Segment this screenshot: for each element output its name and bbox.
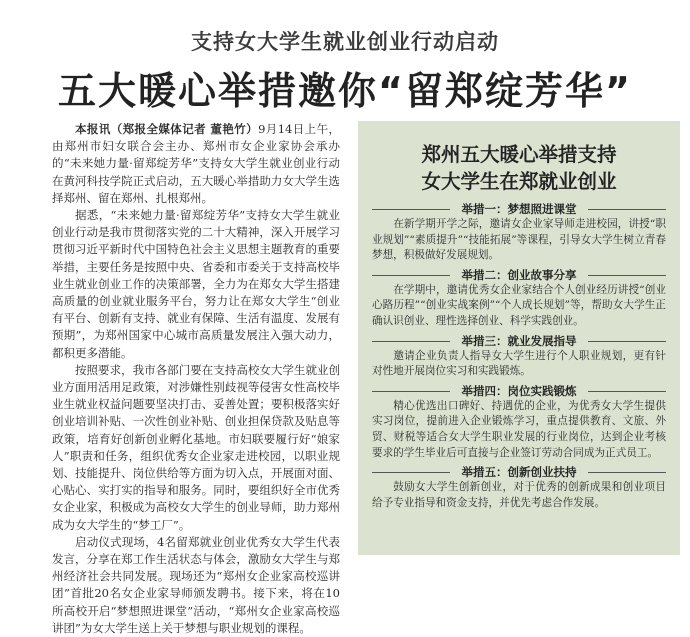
measure-heading: 举措一：梦想照进课堂 — [372, 201, 666, 217]
lead-paragraph — [52, 121, 340, 207]
measure-item — [372, 464, 666, 511]
measure-heading: 举措五：创新创业扶持 — [372, 464, 666, 480]
sidebar-title-line-1: 郑州五大暖心举措支持 — [421, 143, 617, 166]
measures-list — [372, 201, 666, 514]
paragraph-2: 据悉，“未来她力量·留郑绽芳华”支持女大学生就业创业行动是我市贯彻落实党的二十大精神，深入开展学习贯彻习近平新时代中国特色社会主义思想主题教育的重要举措，主要任务是按照中央、省委和市委关于支持高校毕业生就业创业工作的决策部署，全力为在郑女大学生搭建高质量的创业就业服务平台，努力让在郑女大学生“创业有平台、创新有支持、就业有保障、生活有温度、发展有预期”，为郑州国家中心城市高质量发展注入强大动力，都积更多潜能。 — [52, 208, 340, 360]
lead-byline: （郑报全媒体记者 董艳竹） — [110, 122, 259, 136]
paragraph-3: 按照要求，我市各部门要在支持高校女大学生就业创业方面用活用足政策，对涉嫌性别歧视等侵害女性高校毕业生就业权益问题要坚决打击、妥善处置；要积极落实好创业培训补贴、一次性创业补贴、创业担保贷款及贴息等政策，培育好创新创业孵化基地。市妇联要履行好“娘家人”职责和任务，组织优秀女企业家走进校园，以职业规划、技能提升、岗位供给等方面为切入点，开展面对面、心贴心、实打实的指导和服务。同时，要组织好全市优秀女企业家，积极成为高校女大学生的创业导师，助力郑州成为女大学生的“梦工厂”。 — [52, 362, 340, 532]
measure-heading: 举措三：就业发展指导 — [372, 333, 666, 349]
measure-body: 邀请企业负责人指导女大学生进行个人职业规划，更有针对性地开展岗位实习和实践锻炼。 — [372, 349, 666, 378]
subhead: 支持女大学生就业创业行动启动 — [191, 30, 499, 54]
sidebar-title-line-2: 女大学生在郑就业创业 — [421, 170, 617, 193]
sidebar-box — [358, 121, 680, 555]
sidebar-title — [358, 141, 680, 195]
measure-heading: 举措四：岗位实践锻炼 — [372, 383, 666, 399]
measure-item — [372, 383, 666, 461]
lead-label: 本报讯 — [75, 122, 111, 136]
measure-item — [372, 201, 666, 264]
measure-body: 在学期中，邀请优秀女企业家结合个人创业经历讲授“创业心路历程”“创业实战案例”“个人成长规划”等，帮助女大学生正确认识创业、理性选择创业、科学实践创业。 — [372, 283, 666, 327]
measure-item — [372, 267, 666, 330]
measure-item — [372, 333, 666, 380]
measure-body: 精心优选出口碑好、持遇优的企业，为优秀女大学生提供实习岗位，提前进入企业锻炼学习，重点提供教育、文旅、外贸、财税等适合女大学生职业发展的行业岗位，达到企业考核要求的学生毕业后可直接与企业签订劳动合同成为正式员工。 — [372, 399, 666, 459]
headline: 五大暖心举措邀你“留郑绽芳华” — [58, 69, 632, 113]
measure-body: 在新学期开学之际，邀请女企业家导师走进校园，讲授“职业规划”“素质提升”“技能拓展”等课程，引导女大学生树立青春梦想，积极做好发展规划。 — [372, 218, 666, 262]
lead-text: 9月14日上午，由郑州市妇女联合会主办、郑州市女企业家协会承办的“未来她力量·留郑绽芳华”支持女大学生就业创业行动在黄河科技学院正式启动，五大暖心举措助力女大学生选择郑州、留在郑州、扎根郑州。 — [52, 122, 340, 205]
measure-body: 鼓励女大学生创新创业，对于优秀的创新成果和创业项目给予专业指导和资金支持，并优先考虑合作发展。 — [372, 481, 666, 509]
paragraph-4: 启动仪式现场，4名留郑就业创业优秀女大学生代表发言，分享在郑工作生活状态与体会，激励女大学生与郑州经济社会共同发展。现场还为“郑州女企业家高校巡讲团”首批20名女企业家导师颁发聘书。接下来，将在10所高校开启“梦想照进课堂”活动，“郑州女企业家高校巡讲团”为女大学生送上关于梦想与职业规划的课程。 — [52, 534, 340, 635]
measure-heading: 举措二：创业故事分享 — [372, 267, 666, 283]
article-body — [52, 121, 340, 637]
